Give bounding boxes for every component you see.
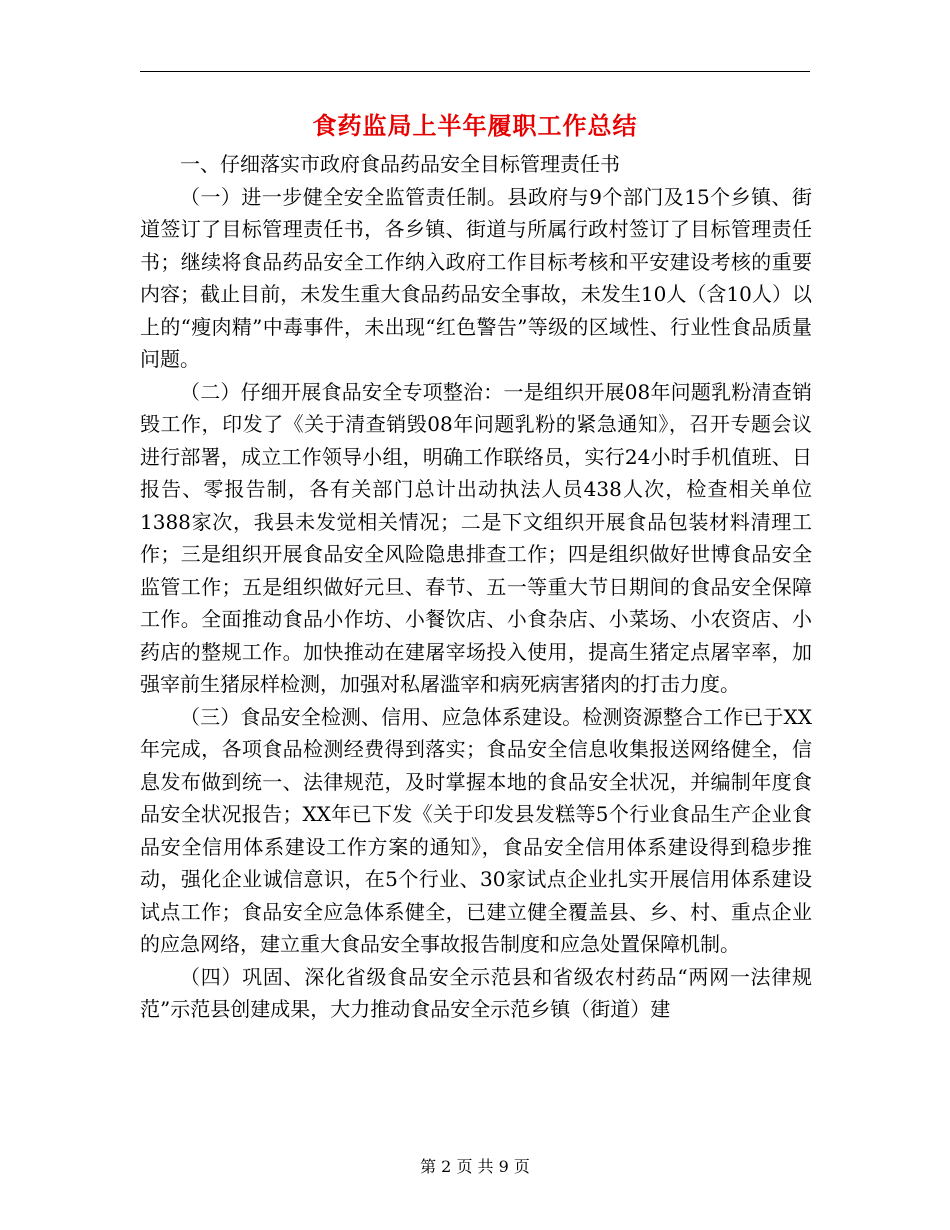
paragraph: （二）仔细开展食品安全专项整治：一是组织开展08年问题乳粉清查销毁工作，印发了《关于清查销毁08年问题乳粉的紧急通知》，召开专题会议进行部署，成立工作领导小组，明确工作联络员，实行24小时手机值班、日报告、零报告制，各有关部门总计出动执法人员438人次，检查相关单位1388家次，我县未发觉相关情况；二是下文组织开展食品包装材料清理工作；三是组织开展食品安全风险隐患排查工作；四是组织做好世博食品安全监管工作；五是组织做好元旦、春节、五一等重大节日期间的食品安全保障工作。全面推动食品小作坊、小餐饮店、小食杂店、小菜场、小农资店、小药店的整规工作。加快推动在建屠宰场投入使用，提高生猪定点屠宰率，加强宰前生猪尿样检测，加强对私屠滥宰和病死病害猪肉的打击力度。	[140, 379, 812, 696]
header-rule	[140, 71, 810, 72]
document-body	[140, 148, 812, 1026]
paragraph: （四）巩固、深化省级食品安全示范县和省级农村药品“两网一法律规范”示范县创建成果，大力推动食品安全示范乡镇（街道）建	[140, 964, 812, 1021]
document-title: 食药监局上半年履职工作总结	[312, 111, 638, 140]
paragraph: （一）进一步健全安全监管责任制。县政府与9个部门及15个乡镇、街道签订了目标管理责任书，各乡镇、街道与所属行政村签订了目标管理责任书；继续将食品药品安全工作纳入政府工作目标考核和平安建设考核的重要内容；截止目前，未发生重大食品药品安全事故，未发生10人（含10人）以上的“瘦肉精”中毒事件，未出现“红色警告”等级的区域性、行业性食品质量问题。	[140, 184, 812, 371]
paragraph: （三）食品安全检测、信用、应急体系建设。检测资源整合工作已于XX年完成，各项食品检测经费得到落实；食品安全信息收集报送网络健全，信息发布做到统一、法律规范，及时掌握本地的食品安全状况，并编制年度食品安全状况报告；XX年已下发《关于印发县发糕等5个行业食品生产企业食品安全信用体系建设工作方案的通知》，食品安全信用体系建设得到稳步推动，强化企业诚信意识，在5个行业、30家试点企业扎实开展信用体系建设试点工作；食品安全应急体系健全，已建立健全覆盖县、乡、村、重点企业的应急网络，建立重大食品安全事故报告制度和应急处置保障机制。	[140, 704, 812, 956]
page-footer: 第 2 页 共 9 页	[420, 1157, 530, 1176]
section-heading: 一、仔细落实市政府食品药品安全目标管理责任书	[180, 152, 620, 176]
